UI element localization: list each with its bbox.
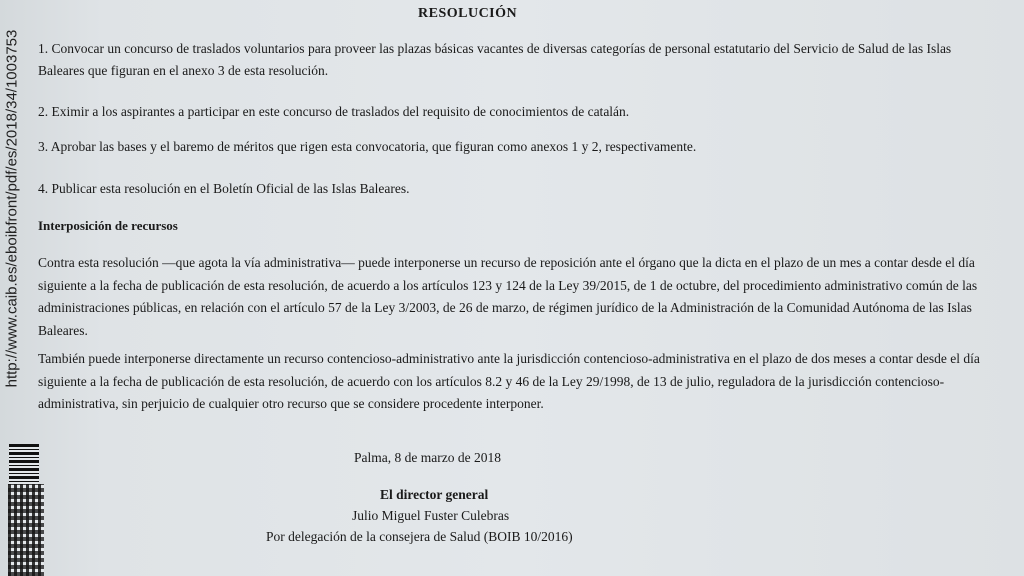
paragraph-recurso-contencioso: También puede interponerse directamente un recurso contencioso-administrativo ante la jurisdicción contencioso-administrativa en el plazo de dos meses a contar desde el día siguiente a la fecha de publicación de esta resolución, de acuerdo con los artículos 8.2 y 46 de la Ley 29/1998, de 13 de julio, reguladora de la jurisdicción contencioso-administrativa, sin perjuicio de cualquier otro recurso que se considere procedente interponer. [38, 351, 980, 411]
paragraph-2: 2. Eximir a los aspirantes a participar en este concurso de traslados del requisito de conocimientos de catalán. [38, 104, 630, 119]
barcode-image [9, 444, 39, 486]
qr-code-image [8, 484, 44, 576]
paragraph-4: 4. Publicar esta resolución en el Boletín Oficial de las Islas Baleares. [38, 181, 410, 196]
paragraph-3: 3. Aprobar las bases y el baremo de méritos que rigen esta convocatoria, que figuran como anexos 1 y 2, respectivamente. [38, 139, 697, 154]
signature-name: Julio Miguel Fuster Culebras [352, 508, 510, 523]
signature-title: El director general [380, 487, 489, 502]
paragraph-1: 1. Convocar un concurso de traslados voluntarios para proveer las plazas básicas vacantes de diversas categorías de personal estatutario del Servicio de Salud de las Islas Baleares que figuran en el anexo 3 de esta resolución. [38, 41, 952, 78]
paragraph-recurso-reposicion: Contra esta resolución —que agota la vía administrativa— puede interponerse un recurso de reposición ante el órgano que la dicta en el plazo de un mes a contar desde el día siguiente a la fecha de publicación de esta resolución, de acuerdo a los artículos 123 y 124 de la Ley 39/2015, de 1 de octubre, del procedimiento administrativo común de las administraciones públicas, en relación con el artículo 57 de la Ley 3/2003, de 26 de marzo, de régimen jurídico de la Administración de la Comunidad Autónoma de las Islas Baleares. [38, 255, 978, 338]
side-url-stamp [2, 0, 24, 430]
place-date: Palma, 8 de marzo de 2018 [354, 450, 501, 465]
side-url-text: http://www.caib.es/eboibfront/pdf/es/2018/34/1003753 [3, 29, 21, 388]
signature-delegation: Por delegación de la consejera de Salud (BOIB 10/2016) [266, 529, 573, 544]
section-heading: Interposición de recursos [38, 218, 178, 233]
document-title: RESOLUCIÓN [418, 6, 518, 21]
